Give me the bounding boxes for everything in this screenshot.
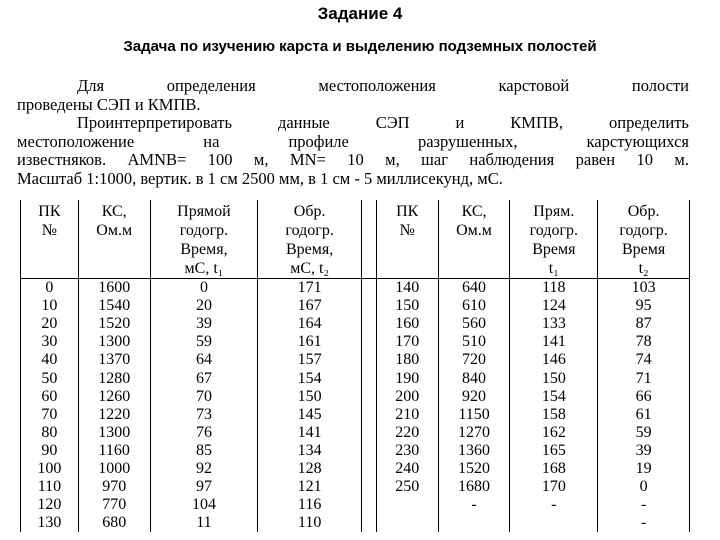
direct-time-cell: 133: [510, 315, 598, 333]
pk-cell: 250: [376, 478, 438, 496]
word: м,: [253, 150, 269, 169]
word: Проинтерпретировать: [77, 113, 233, 132]
direct-time-cell: 165: [510, 442, 598, 460]
pk-cell: 60: [21, 388, 79, 406]
word: шаг: [421, 150, 448, 169]
column-gap: [361, 424, 376, 442]
resistivity-cell: 770: [78, 496, 150, 514]
table-row: [21, 279, 690, 298]
resistivity-cell: 1160: [78, 442, 150, 460]
direct-time-cell: 76: [150, 424, 258, 442]
header-line: мС, t₁: [184, 260, 224, 277]
word: определить: [608, 113, 689, 132]
pk-header: [21, 200, 79, 279]
pk-cell: 180: [376, 351, 438, 369]
pk-cell: 160: [376, 315, 438, 333]
reverse-traveltime-header: [258, 200, 362, 279]
word: КМПВ,: [510, 113, 564, 132]
reverse-time-cell: -: [598, 514, 690, 532]
pk-cell: 40: [21, 351, 79, 369]
resistivity-cell: 1260: [78, 388, 150, 406]
direct-time-cell: 124: [510, 297, 598, 315]
header-line: Время,: [180, 241, 228, 258]
resistivity-cell: 1150: [438, 406, 510, 424]
pk-cell: 10: [21, 297, 79, 315]
resistivity-cell: 1280: [78, 369, 150, 387]
text-line: Масштаб 1:1000, вертик. в 1 см 2500 мм, в 1 см - 5 миллисекунд, мС.: [17, 168, 503, 188]
header-line: t₁: [548, 260, 559, 277]
header-line: годогр.: [619, 222, 668, 239]
direct-time-cell: 104: [150, 496, 258, 514]
resistivity-header: [438, 200, 510, 279]
reverse-time-cell: 145: [258, 406, 362, 424]
task-line-2: [17, 133, 689, 152]
column-gap: [361, 442, 376, 460]
reverse-time-cell: 95: [598, 297, 690, 315]
resistivity-cell: 970: [78, 478, 150, 496]
direct-time-cell: 20: [150, 297, 258, 315]
header-line: мС, t₂: [290, 260, 330, 277]
word: известняков.: [17, 150, 107, 169]
column-gap: [361, 200, 376, 279]
reverse-time-cell: 103: [598, 279, 690, 298]
resistivity-cell: 1540: [78, 297, 150, 315]
column-gap: [361, 478, 376, 496]
reverse-time-cell: 121: [258, 478, 362, 496]
reverse-time-cell: 161: [258, 333, 362, 351]
reverse-time-cell: 141: [258, 424, 362, 442]
reverse-traveltime-header: [598, 200, 690, 279]
word: м.: [674, 150, 689, 169]
direct-time-cell: 85: [150, 442, 258, 460]
pk-cell: 100: [21, 460, 79, 478]
reverse-time-cell: -: [598, 496, 690, 514]
header-line: КС,: [461, 203, 487, 220]
header-line: КС,: [101, 203, 127, 220]
column-gap: [361, 406, 376, 424]
pk-cell: 70: [21, 406, 79, 424]
pk-cell: [376, 514, 438, 532]
direct-time-cell: 0: [150, 279, 258, 298]
pk-cell: 90: [21, 442, 79, 460]
direct-traveltime-header: [150, 200, 258, 279]
pk-cell: 190: [376, 369, 438, 387]
header-line: годогр.: [179, 222, 229, 239]
word: 10: [636, 150, 653, 169]
word: MN=: [289, 150, 326, 169]
pk-cell: 110: [21, 478, 79, 496]
task-paragraph: [17, 114, 689, 188]
table-row: [21, 388, 690, 406]
task-line-4: [17, 170, 689, 189]
header-line: годогр.: [529, 222, 579, 239]
direct-time-cell: 158: [510, 406, 598, 424]
resistivity-cell: 920: [438, 388, 510, 406]
resistivity-header: [78, 200, 150, 279]
resistivity-cell: 610: [438, 297, 510, 315]
resistivity-cell: 1300: [78, 333, 150, 351]
reverse-time-cell: 19: [598, 460, 690, 478]
pk-cell: 130: [21, 514, 79, 532]
text-line: проведены СЭП и КМПВ.: [17, 94, 201, 114]
resistivity-cell: 640: [438, 279, 510, 298]
direct-time-cell: 67: [150, 369, 258, 387]
pk-cell: [376, 496, 438, 514]
word: данные: [277, 113, 330, 132]
reverse-time-cell: 167: [258, 297, 362, 315]
reverse-time-cell: 74: [598, 351, 690, 369]
task-line-1: [17, 114, 689, 133]
header-line: Прямой: [177, 203, 231, 220]
word: AMNB=: [127, 150, 187, 169]
column-gap: [361, 514, 376, 532]
word: карстующихся: [586, 131, 689, 151]
header-line: ПК: [396, 203, 419, 220]
direct-time-cell: 11: [150, 514, 258, 532]
header-line: Время: [532, 241, 576, 258]
pk-cell: 20: [21, 315, 79, 333]
intro-line-2: [17, 96, 689, 115]
pk-cell: 50: [21, 369, 79, 387]
header-line: Время: [621, 241, 666, 258]
pk-cell: 220: [376, 424, 438, 442]
reverse-time-cell: 110: [258, 514, 362, 532]
reverse-time-cell: 171: [258, 279, 362, 298]
direct-time-cell: 150: [510, 369, 598, 387]
column-gap: [361, 351, 376, 369]
column-gap: [361, 297, 376, 315]
direct-time-cell: 154: [510, 388, 598, 406]
header-line: t₂: [638, 260, 649, 277]
word: полости: [631, 76, 689, 95]
pk-cell: 0: [21, 279, 79, 298]
table-body: [21, 279, 690, 533]
intro-paragraph: [17, 77, 689, 114]
pk-cell: 230: [376, 442, 438, 460]
resistivity-cell: 680: [78, 514, 150, 532]
table-row: [21, 406, 690, 424]
resistivity-cell: [438, 514, 510, 532]
direct-time-cell: 146: [510, 351, 598, 369]
column-gap: [361, 369, 376, 387]
reverse-time-cell: 87: [598, 315, 690, 333]
header-line: Ом.м: [96, 222, 133, 239]
table-row: [21, 478, 690, 496]
direct-time-cell: 70: [150, 388, 258, 406]
column-gap: [361, 315, 376, 333]
resistivity-cell: 1360: [438, 442, 510, 460]
direct-time-cell: 39: [150, 315, 258, 333]
header-line: Прям.: [533, 203, 575, 220]
reverse-time-cell: 134: [258, 442, 362, 460]
resistivity-cell: 1270: [438, 424, 510, 442]
pk-header: [376, 200, 438, 279]
reverse-time-cell: 0: [598, 478, 690, 496]
resistivity-cell: 720: [438, 351, 510, 369]
direct-time-cell: 73: [150, 406, 258, 424]
direct-time-cell: 170: [510, 478, 598, 496]
header-line: Обр.: [627, 203, 660, 220]
direct-time-cell: 59: [150, 333, 258, 351]
reverse-time-cell: 150: [258, 388, 362, 406]
table-row: [21, 369, 690, 387]
resistivity-cell: 1520: [78, 315, 150, 333]
column-gap: [361, 460, 376, 478]
column-gap: [361, 388, 376, 406]
reverse-time-cell: 78: [598, 333, 690, 351]
reverse-time-cell: 71: [598, 369, 690, 387]
table-row: [21, 460, 690, 478]
pk-cell: 210: [376, 406, 438, 424]
table-row: [21, 442, 690, 460]
resistivity-cell: 1600: [78, 279, 150, 298]
direct-time-cell: 64: [150, 351, 258, 369]
reverse-time-cell: 157: [258, 351, 362, 369]
resistivity-cell: 1220: [78, 406, 150, 424]
header-line: Ом.м: [456, 222, 492, 239]
pk-cell: 150: [376, 297, 438, 315]
page-subtitle: Задача по изучению карста и выделению подземных полостей: [123, 38, 597, 55]
header-line: Обр.: [293, 203, 326, 220]
resistivity-cell: 1680: [438, 478, 510, 496]
table-row: [21, 297, 690, 315]
intro-line-1: [17, 77, 689, 96]
word: определения: [166, 76, 256, 95]
reverse-time-cell: 154: [258, 369, 362, 387]
task-line-3: [17, 151, 689, 170]
table-row: [21, 333, 690, 351]
direct-time-cell: 118: [510, 279, 598, 298]
word: местоположения: [318, 76, 436, 95]
word: СЭП: [375, 113, 410, 132]
page-title: Задание 4: [317, 4, 403, 23]
table-row: [21, 496, 690, 514]
pk-cell: 140: [376, 279, 438, 298]
word: местоположение: [17, 131, 135, 151]
table-row: [21, 315, 690, 333]
reverse-time-cell: 164: [258, 315, 362, 333]
word: 10: [347, 150, 364, 169]
word: наблюдения: [469, 150, 555, 169]
word: разрушенных,: [417, 131, 518, 151]
reverse-time-cell: 128: [258, 460, 362, 478]
resistivity-cell: 510: [438, 333, 510, 351]
column-gap: [361, 279, 376, 298]
column-gap: [361, 496, 376, 514]
direct-traveltime-header: [510, 200, 598, 279]
table-row: [21, 424, 690, 442]
direct-time-cell: 162: [510, 424, 598, 442]
word: на: [203, 131, 220, 151]
pk-cell: 120: [21, 496, 79, 514]
direct-time-cell: [510, 514, 598, 532]
reverse-time-cell: 39: [598, 442, 690, 460]
word: равен: [575, 150, 616, 169]
reverse-time-cell: 61: [598, 406, 690, 424]
direct-time-cell: 92: [150, 460, 258, 478]
reverse-time-cell: 59: [598, 424, 690, 442]
resistivity-cell: 1000: [78, 460, 150, 478]
resistivity-cell: 560: [438, 315, 510, 333]
pk-cell: 170: [376, 333, 438, 351]
resistivity-cell: 1520: [438, 460, 510, 478]
direct-time-cell: 97: [150, 478, 258, 496]
header-line: №: [41, 222, 58, 239]
reverse-time-cell: 66: [598, 388, 690, 406]
resistivity-cell: 1300: [78, 424, 150, 442]
pk-cell: 80: [21, 424, 79, 442]
pk-cell: 200: [376, 388, 438, 406]
word: профиле: [288, 131, 349, 151]
table-row: [21, 514, 690, 532]
header-line: годогр.: [285, 222, 334, 239]
header-line: №: [399, 222, 415, 239]
direct-time-cell: 141: [510, 333, 598, 351]
word: карстовой: [498, 76, 570, 95]
reverse-time-cell: 116: [258, 496, 362, 514]
resistivity-cell: 840: [438, 369, 510, 387]
pk-cell: 240: [376, 460, 438, 478]
word: и: [455, 113, 465, 132]
resistivity-cell: 1370: [78, 351, 150, 369]
table-header-row: [21, 200, 690, 279]
table-row: [21, 351, 690, 369]
column-gap: [361, 333, 376, 351]
word: Для: [77, 76, 105, 95]
measurement-table: [20, 200, 690, 532]
direct-time-cell: -: [510, 496, 598, 514]
header-line: ПК: [38, 203, 61, 220]
resistivity-cell: -: [438, 496, 510, 514]
word: 100: [207, 150, 233, 169]
direct-time-cell: 168: [510, 460, 598, 478]
pk-cell: 30: [21, 333, 79, 351]
header-line: Время,: [285, 241, 334, 258]
word: м,: [385, 150, 400, 169]
